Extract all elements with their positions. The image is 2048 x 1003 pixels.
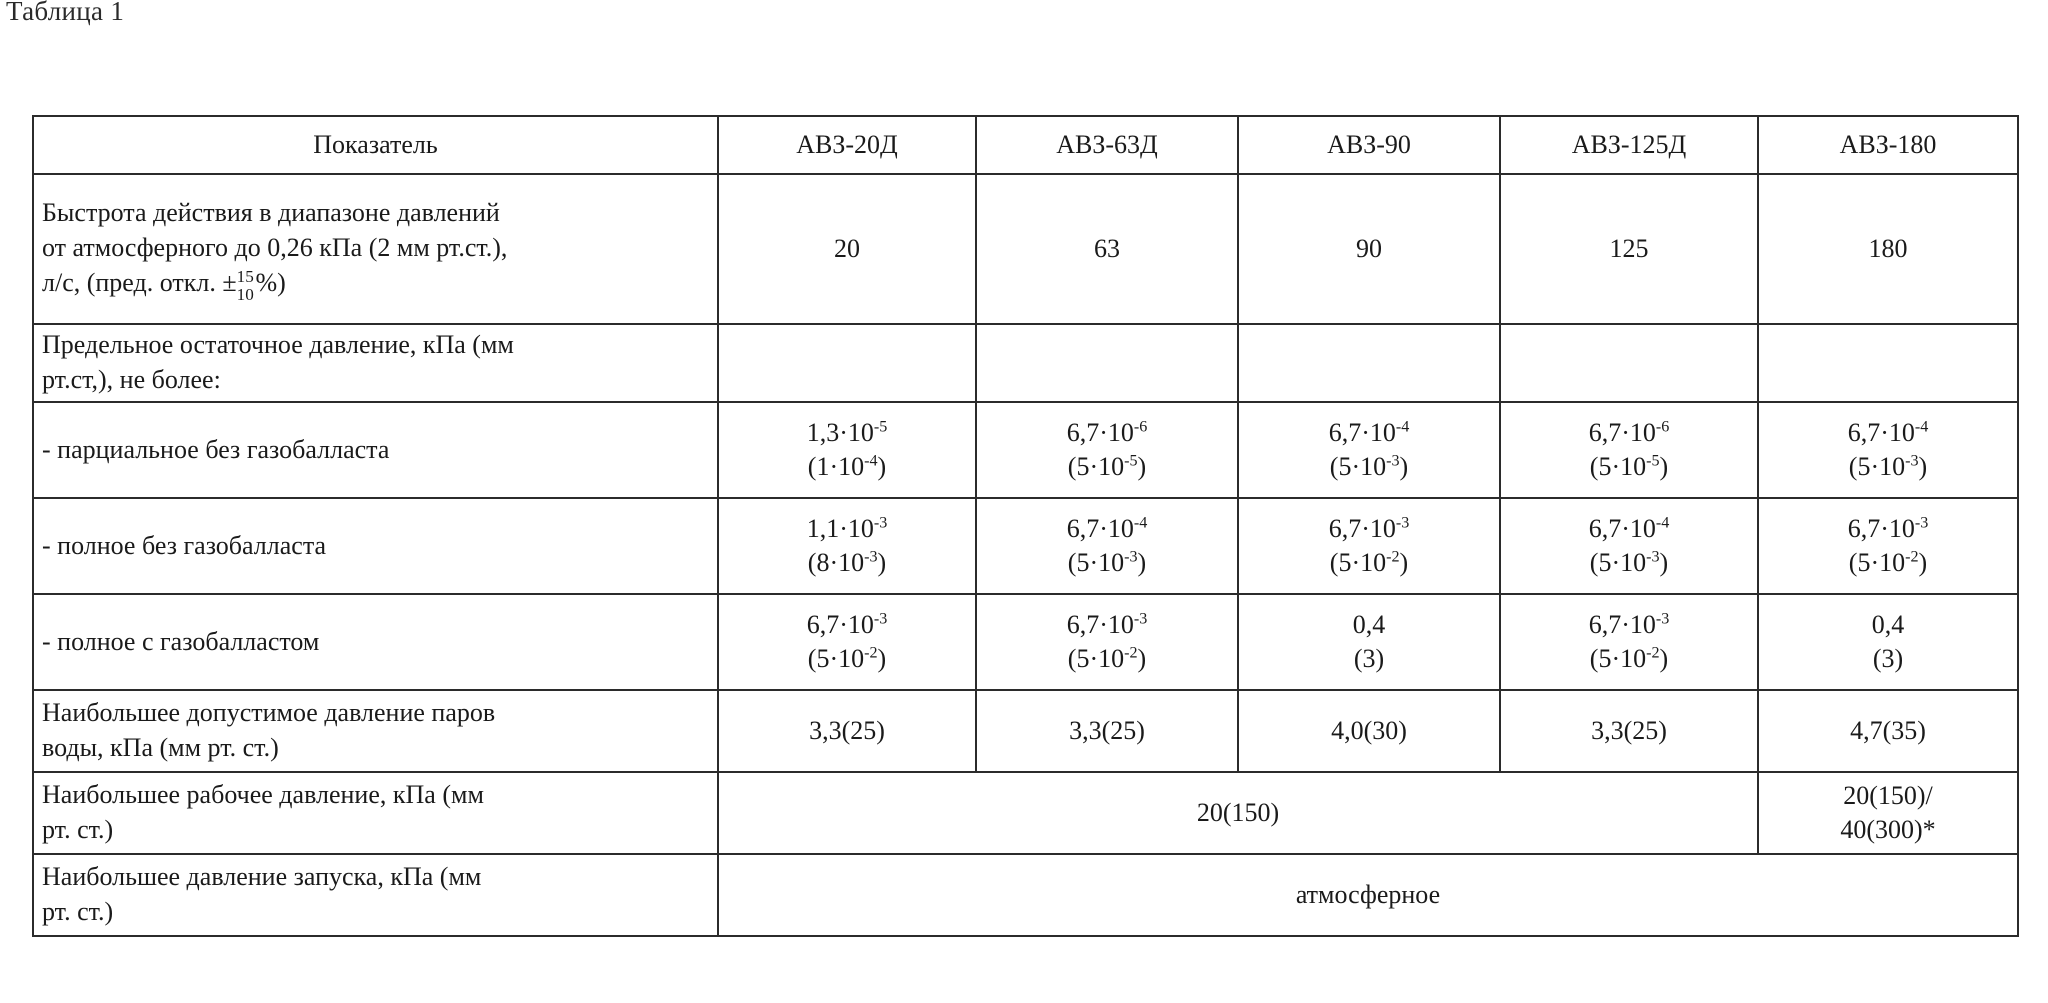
tolerance-fraction: 15 10 bbox=[236, 267, 254, 304]
cell-value: 0,4 (3) bbox=[1758, 594, 2018, 690]
row-label-max-water-vapour-pressure: Наибольшее допустимое давление паров воды, кПа (мм рт. ст.) bbox=[33, 690, 718, 772]
cell-value: 180 bbox=[1758, 174, 2018, 324]
table-caption: Таблица 1 bbox=[6, 0, 125, 26]
cell-value: $1,3\cdot 10^{-5}$ $(1\cdot 10^{-4})$ bbox=[718, 402, 976, 498]
table-header bbox=[33, 116, 2018, 174]
row-label-partial-no-gas-ballast: - парциальное без газобалласта bbox=[33, 402, 718, 498]
cell-value bbox=[976, 324, 1238, 402]
cell-value: 4,0(30) bbox=[1238, 690, 1500, 772]
cell-value: $6,7\cdot 10^{-6}$ $(5\cdot 10^{-5})$ bbox=[1500, 402, 1758, 498]
table-row bbox=[33, 854, 2018, 936]
cell-value: 3,3(25) bbox=[718, 690, 976, 772]
cell-value: 3,3(25) bbox=[976, 690, 1238, 772]
cell-value bbox=[1758, 324, 2018, 402]
cell-value: 20(150)/ 40(300)* bbox=[1758, 772, 2018, 854]
cell-value: $6,7\cdot 10^{-4}$ $(5\cdot 10^{-3})$ bbox=[1500, 498, 1758, 594]
cell-value: $6,7\cdot 10^{-6}$ $(5\cdot 10^{-5})$ bbox=[976, 402, 1238, 498]
cell-value: 63 bbox=[976, 174, 1238, 324]
column-header-avz-180: АВЗ-180 bbox=[1758, 116, 2018, 174]
table-row bbox=[33, 690, 2018, 772]
cell-value: 3,3(25) bbox=[1500, 690, 1758, 772]
cell-value: $6,7\cdot 10^{-3}$ $(5\cdot 10^{-2})$ bbox=[1500, 594, 1758, 690]
cell-value: 125 bbox=[1500, 174, 1758, 324]
cell-value: $1,1\cdot 10^{-3}$ $(8\cdot 10^{-3})$ bbox=[718, 498, 976, 594]
cell-value: $6,7\cdot 10^{-3}$ $(5\cdot 10^{-2})$ bbox=[976, 594, 1238, 690]
row-label-total-with-gas-ballast: - полное с газобалластом bbox=[33, 594, 718, 690]
cell-value: 20 bbox=[718, 174, 976, 324]
column-header-indicator: Показатель bbox=[33, 116, 718, 174]
cell-value: $6,7\cdot 10^{-3}$ $(5\cdot 10^{-2})$ bbox=[1758, 498, 2018, 594]
column-header-avz-63d: АВЗ-63Д bbox=[976, 116, 1238, 174]
specifications-table bbox=[32, 115, 2019, 937]
table-row bbox=[33, 594, 2018, 690]
column-header-avz-20d: АВЗ-20Д bbox=[718, 116, 976, 174]
cell-value: $6,7\cdot 10^{-3}$ $(5\cdot 10^{-2})$ bbox=[718, 594, 976, 690]
table-header-row bbox=[33, 116, 2018, 174]
table-body bbox=[33, 174, 2018, 936]
cell-value: $6,7\cdot 10^{-4}$ $(5\cdot 10^{-3})$ bbox=[976, 498, 1238, 594]
cell-value bbox=[1238, 324, 1500, 402]
table-row bbox=[33, 772, 2018, 854]
cell-value: 4,7(35) bbox=[1758, 690, 2018, 772]
row-label-max-start-pressure: Наибольшее давление запуска, кПа (мм рт. ст.) bbox=[33, 854, 718, 936]
cell-value bbox=[1500, 324, 1758, 402]
table-row bbox=[33, 174, 2018, 324]
column-header-avz-90: АВЗ-90 bbox=[1238, 116, 1500, 174]
row-label-max-working-pressure: Наибольшее рабочее давление, кПа (мм рт. ст.) bbox=[33, 772, 718, 854]
cell-value-span: 20(150) bbox=[718, 772, 1758, 854]
row-label-total-no-gas-ballast: - полное без газобалласта bbox=[33, 498, 718, 594]
cell-value-span: атмосферное bbox=[718, 854, 2018, 936]
cell-value: $6,7\cdot 10^{-4}$ $(5\cdot 10^{-3})$ bbox=[1238, 402, 1500, 498]
table-row bbox=[33, 498, 2018, 594]
cell-value: $6,7\cdot 10^{-3}$ $(5\cdot 10^{-2})$ bbox=[1238, 498, 1500, 594]
cell-value: 90 bbox=[1238, 174, 1500, 324]
row-label-ultimate-pressure: Предельное остаточное давление, кПа (мм рт.ст,), не более: bbox=[33, 324, 718, 402]
column-header-avz-125d: АВЗ-125Д bbox=[1500, 116, 1758, 174]
cell-value: 0,4 (3) bbox=[1238, 594, 1500, 690]
cell-value bbox=[718, 324, 976, 402]
table-row bbox=[33, 324, 2018, 402]
table-row bbox=[33, 402, 2018, 498]
cell-value: $6,7\cdot 10^{-4}$ $(5\cdot 10^{-3})$ bbox=[1758, 402, 2018, 498]
row-label-pumping-speed: Быстрота действия в диапазоне давлений от атмосферного до 0,26 кПа (2 мм рт.ст.), л/с, (пред. откл. ± 15 10 %) bbox=[33, 174, 718, 324]
